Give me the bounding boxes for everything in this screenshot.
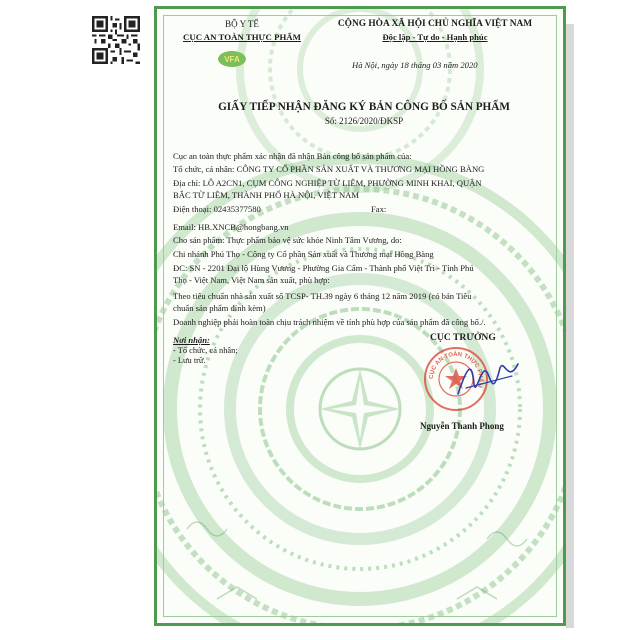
signer-role: CỤC TRƯỞNG: [430, 332, 496, 343]
agency-name: CỤC AN TOÀN THỰC PHẨM: [183, 32, 301, 42]
product-line: Cho sản phẩm: Thực phẩm bảo vệ sức khỏe Ninh Tâm Vương, do:: [173, 235, 402, 245]
background-shadow-strip: [566, 24, 574, 628]
svg-text:VFA: VFA: [224, 55, 240, 64]
intro-line: Cục an toàn thực phẩm xác nhận đã nhận Bản công bố sản phẩm của:: [173, 151, 412, 161]
fax-line: Fax:: [371, 204, 387, 214]
standard-line-1: Theo tiêu chuẩn nhà sản xuất số TCSP- TH.39 ngày 6 tháng 12 năm 2019 (có bản Tiêu: [173, 291, 472, 301]
recipient-item-1: - Tổ chức, cá nhân;: [173, 346, 238, 355]
ministry-name: BỘ Y TẾ: [225, 19, 259, 29]
recipients-label: Nơi nhận:: [173, 335, 210, 345]
country-name: CỘNG HÒA XÃ HỘI CHỦ NGHĨA VIỆT NAM: [337, 19, 533, 29]
national-motto: Độc lập - Tự do - Hạnh phúc: [382, 32, 488, 42]
signer-name: Nguyễn Thanh Phong: [420, 421, 504, 431]
branch-address-line-1: ĐC: SN - 2201 Đại lộ Hùng Vương - Phường Gia Cẩm - Thành phố Việt Trì - Tỉnh Phú: [173, 263, 474, 273]
recipient-item-2: - Lưu trữ.: [173, 356, 206, 365]
certificate-sheet: [154, 6, 566, 626]
organization-line: Tổ chức, cá nhân: CÔNG TY CỔ PHẦN SẢN XUẤT VÀ THƯƠNG MẠI HỒNG BÀNG: [173, 164, 485, 174]
branch-address-line-2: Thọ - Việt Nam, Việt Nam sản xuất, phù hợp:: [173, 275, 330, 285]
address-line-2: BẮC TỪ LIÊM, THÀNH PHỐ HÀ NỘI, VIỆT NAM: [173, 190, 360, 200]
standard-line-2: chuẩn sản phẩm đính kèm): [173, 303, 266, 313]
address-line-1: Địa chỉ: LÔ A2CN1, CỤM CÔNG NGHIỆP TỪ LIÊM, PHƯỜNG MINH KHAI, QUẬN: [173, 178, 482, 188]
responsibility-line: Doanh nghiệp phải hoàn toàn chịu trách nhiệm về tính phù hợp của sản phẩm đã công bố./.: [173, 317, 486, 327]
branch-line: Chi nhánh Phú Thọ - Công ty Cổ phần Sản xuất và Thương mại Hồng Bàng: [173, 249, 434, 259]
qr-code-icon: [92, 16, 140, 64]
handwritten-signature: [448, 354, 528, 404]
email-line: Email: HB.XNCB@hongbang.vn: [173, 222, 289, 232]
phone-line: Điện thoại: 02435377580: [173, 204, 261, 214]
svg-text:CỤC AN TOÀN THỰC PHẨM: CỤC AN TOÀN THỰC PHẨM: [428, 351, 484, 389]
place-date: Hà Nội, ngày 18 tháng 03 năm 2020: [352, 60, 478, 70]
document-number: Số: 2126/2020/ĐKSP: [324, 116, 404, 126]
vfa-logo-icon: [217, 50, 247, 68]
document-title: GIẤY TIẾP NHẬN ĐĂNG KÝ BẢN CÔNG BỐ SẢN PHẨM: [218, 101, 510, 113]
